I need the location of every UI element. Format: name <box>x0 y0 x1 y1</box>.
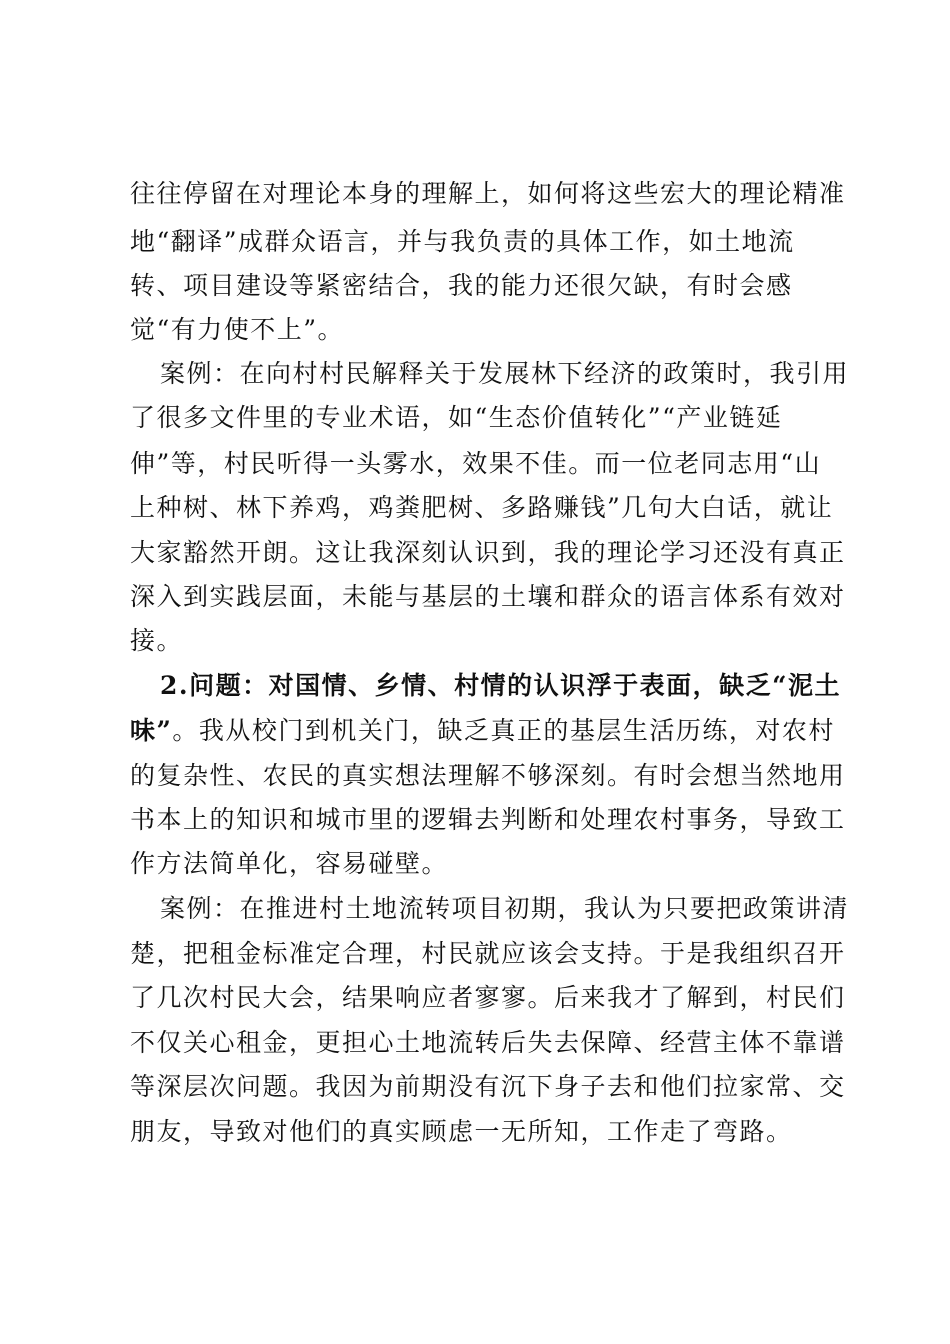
text-line: 了几次村民大会，结果响应者寥寥。后来我才了解到，村民们 <box>130 983 846 1012</box>
text-line: 上种树、林下养鸡，鸡粪肥树、多路赚钱”几句大白话，就让 <box>130 493 834 522</box>
text-line: 朋友，导致对他们的真实顾虑一无所知，工作走了弯路。 <box>130 1117 793 1146</box>
text-line: 地“翻译”成群众语言，并与我负责的具体工作，如土地流 <box>130 227 795 256</box>
text-line: 大家豁然开朗。这让我深刻认识到，我的理论学习还没有真正 <box>130 538 846 567</box>
text-line: 的复杂性、农民的真实想法理解不够深刻。有时会想当然地用 <box>130 761 846 790</box>
case-paragraph-line: 案例：在推进村土地流转项目初期，我认为只要把政策讲清 <box>160 894 850 923</box>
text-line <box>130 714 835 748</box>
text-line: 作方法简单化，容易碰壁。 <box>130 849 449 878</box>
text-line: 了很多文件里的专业术语，如“生态价值转化”“产业链延 <box>130 403 783 432</box>
issue-description: 。我从校门到机关门，缺乏真正的基层生活历练，对农村 <box>172 716 835 745</box>
issue-heading: 2.问题：对国情、乡情、村情的认识浮于表面，缺乏“泥土 <box>160 671 841 700</box>
text-line: 书本上的知识和城市里的逻辑去判断和处理农村事务，导致工 <box>130 805 846 834</box>
text-line: 觉“有力使不上”。 <box>130 315 345 344</box>
text-line: 转、项目建设等紧密结合，我的能力还很欠缺，有时会感 <box>130 271 793 300</box>
text-line: 等深层次问题。我因为前期没有沉下身子去和他们拉家常、交 <box>130 1072 846 1101</box>
text-line: 往往停留在对理论本身的理解上，如何将这些宏大的理论精准 <box>130 179 846 208</box>
text-line: 不仅关心租金，更担心土地流转后失去保障、经营主体不靠谱 <box>130 1028 846 1057</box>
case-paragraph-line: 案例：在向村村民解释关于发展林下经济的政策时，我引用 <box>160 359 850 388</box>
issue-heading-continuation: 味” <box>130 716 173 745</box>
text-line: 伸”等，村民听得一头雾水，效果不佳。而一位老同志用“山 <box>130 449 822 478</box>
text-line: 深入到实践层面，未能与基层的土壤和群众的语言体系有效对 <box>130 582 846 611</box>
text-line: 楚，把租金标准定合理，村民就应该会支持。于是我组织召开 <box>130 939 846 968</box>
text-line: 接。 <box>130 626 184 655</box>
